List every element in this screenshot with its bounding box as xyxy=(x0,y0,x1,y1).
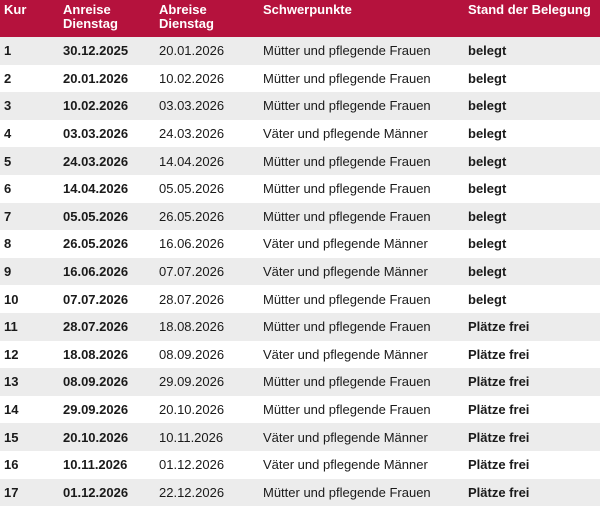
abreise-cell: 18.08.2026 xyxy=(155,313,259,341)
kur-cell: 4 xyxy=(0,120,59,148)
header-stand xyxy=(464,0,600,37)
kur-cell: 1 xyxy=(0,37,59,65)
schwerpunkt-cell: Mütter und pflegende Frauen xyxy=(259,37,464,65)
table-row xyxy=(0,92,600,120)
header-schwerpunkte-label: Schwerpunkte xyxy=(263,3,464,17)
abreise-cell: 22.12.2026 xyxy=(155,479,259,506)
abreise-cell: 10.02.2026 xyxy=(155,65,259,93)
schwerpunkt-cell: Mütter und pflegende Frauen xyxy=(259,175,464,203)
header-abreise xyxy=(155,0,259,37)
table-row xyxy=(0,368,600,396)
abreise-cell: 03.03.2026 xyxy=(155,92,259,120)
table-row xyxy=(0,341,600,369)
anreise-cell: 28.07.2026 xyxy=(59,313,155,341)
stand-cell: belegt xyxy=(464,120,600,148)
kur-cell: 5 xyxy=(0,147,59,175)
abreise-cell: 05.05.2026 xyxy=(155,175,259,203)
schwerpunkt-cell: Mütter und pflegende Frauen xyxy=(259,396,464,424)
table-row xyxy=(0,147,600,175)
table-row xyxy=(0,203,600,231)
stand-cell: Plätze frei xyxy=(464,368,600,396)
stand-cell: belegt xyxy=(464,203,600,231)
schwerpunkt-cell: Mütter und pflegende Frauen xyxy=(259,92,464,120)
abreise-cell: 24.03.2026 xyxy=(155,120,259,148)
schwerpunkt-cell: Väter und pflegende Männer xyxy=(259,258,464,286)
kur-cell: 15 xyxy=(0,423,59,451)
schwerpunkt-cell: Väter und pflegende Männer xyxy=(259,120,464,148)
stand-cell: belegt xyxy=(464,147,600,175)
header-stand-label: Stand der Belegung xyxy=(468,3,600,17)
stand-cell: Plätze frei xyxy=(464,396,600,424)
abreise-cell: 14.04.2026 xyxy=(155,147,259,175)
abreise-cell: 07.07.2026 xyxy=(155,258,259,286)
kur-cell: 12 xyxy=(0,341,59,369)
table-row xyxy=(0,423,600,451)
stand-cell: belegt xyxy=(464,175,600,203)
abreise-cell: 08.09.2026 xyxy=(155,341,259,369)
header-abreise-line2: Dienstag xyxy=(159,17,259,31)
kur-cell: 11 xyxy=(0,313,59,341)
abreise-cell: 29.09.2026 xyxy=(155,368,259,396)
table-body xyxy=(0,37,600,506)
schwerpunkt-cell: Mütter und pflegende Frauen xyxy=(259,479,464,506)
header-anreise-line1: Anreise xyxy=(63,3,155,17)
kur-cell: 6 xyxy=(0,175,59,203)
table-header xyxy=(0,0,600,37)
header-anreise xyxy=(59,0,155,37)
header-schwerpunkte xyxy=(259,0,464,37)
schwerpunkt-cell: Väter und pflegende Männer xyxy=(259,451,464,479)
header-row xyxy=(0,0,600,37)
stand-cell: Plätze frei xyxy=(464,313,600,341)
table-row xyxy=(0,396,600,424)
kur-cell: 3 xyxy=(0,92,59,120)
table-row xyxy=(0,258,600,286)
stand-cell: belegt xyxy=(464,37,600,65)
kur-cell: 8 xyxy=(0,230,59,258)
schwerpunkt-cell: Mütter und pflegende Frauen xyxy=(259,368,464,396)
kur-cell: 16 xyxy=(0,451,59,479)
schwerpunkt-cell: Väter und pflegende Männer xyxy=(259,423,464,451)
stand-cell: belegt xyxy=(464,230,600,258)
stand-cell: belegt xyxy=(464,92,600,120)
kur-cell: 17 xyxy=(0,479,59,506)
header-kur xyxy=(0,0,59,37)
anreise-cell: 01.12.2026 xyxy=(59,479,155,506)
table-row xyxy=(0,175,600,203)
anreise-cell: 08.09.2026 xyxy=(59,368,155,396)
abreise-cell: 20.01.2026 xyxy=(155,37,259,65)
anreise-cell: 10.11.2026 xyxy=(59,451,155,479)
anreise-cell: 03.03.2026 xyxy=(59,120,155,148)
schwerpunkt-cell: Väter und pflegende Männer xyxy=(259,230,464,258)
stand-cell: belegt xyxy=(464,65,600,93)
anreise-cell: 18.08.2026 xyxy=(59,341,155,369)
table-row xyxy=(0,230,600,258)
table-row xyxy=(0,285,600,313)
kur-cell: 9 xyxy=(0,258,59,286)
anreise-cell: 20.01.2026 xyxy=(59,65,155,93)
anreise-cell: 05.05.2026 xyxy=(59,203,155,231)
header-abreise-line1: Abreise xyxy=(159,3,259,17)
abreise-cell: 28.07.2026 xyxy=(155,285,259,313)
stand-cell: Plätze frei xyxy=(464,341,600,369)
abreise-cell: 20.10.2026 xyxy=(155,396,259,424)
schwerpunkt-cell: Mütter und pflegende Frauen xyxy=(259,147,464,175)
table-row xyxy=(0,120,600,148)
kur-cell: 7 xyxy=(0,203,59,231)
abreise-cell: 01.12.2026 xyxy=(155,451,259,479)
table-row xyxy=(0,65,600,93)
table-row xyxy=(0,451,600,479)
kur-cell: 14 xyxy=(0,396,59,424)
header-anreise-line2: Dienstag xyxy=(63,17,155,31)
schwerpunkt-cell: Mütter und pflegende Frauen xyxy=(259,203,464,231)
abreise-cell: 26.05.2026 xyxy=(155,203,259,231)
stand-cell: Plätze frei xyxy=(464,423,600,451)
stand-cell: belegt xyxy=(464,285,600,313)
anreise-cell: 20.10.2026 xyxy=(59,423,155,451)
schwerpunkt-cell: Mütter und pflegende Frauen xyxy=(259,313,464,341)
anreise-cell: 10.02.2026 xyxy=(59,92,155,120)
table-row xyxy=(0,479,600,506)
anreise-cell: 16.06.2026 xyxy=(59,258,155,286)
stand-cell: Plätze frei xyxy=(464,451,600,479)
header-kur-label: Kur xyxy=(4,3,59,17)
stand-cell: Plätze frei xyxy=(464,479,600,506)
abreise-cell: 16.06.2026 xyxy=(155,230,259,258)
anreise-cell: 07.07.2026 xyxy=(59,285,155,313)
anreise-cell: 24.03.2026 xyxy=(59,147,155,175)
anreise-cell: 26.05.2026 xyxy=(59,230,155,258)
schwerpunkt-cell: Mütter und pflegende Frauen xyxy=(259,285,464,313)
schwerpunkt-cell: Mütter und pflegende Frauen xyxy=(259,65,464,93)
table-row xyxy=(0,313,600,341)
abreise-cell: 10.11.2026 xyxy=(155,423,259,451)
anreise-cell: 14.04.2026 xyxy=(59,175,155,203)
table-row xyxy=(0,37,600,65)
stand-cell: belegt xyxy=(464,258,600,286)
anreise-cell: 29.09.2026 xyxy=(59,396,155,424)
kur-cell: 10 xyxy=(0,285,59,313)
kur-cell: 2 xyxy=(0,65,59,93)
anreise-cell: 30.12.2025 xyxy=(59,37,155,65)
kur-cell: 13 xyxy=(0,368,59,396)
schwerpunkt-cell: Väter und pflegende Männer xyxy=(259,341,464,369)
